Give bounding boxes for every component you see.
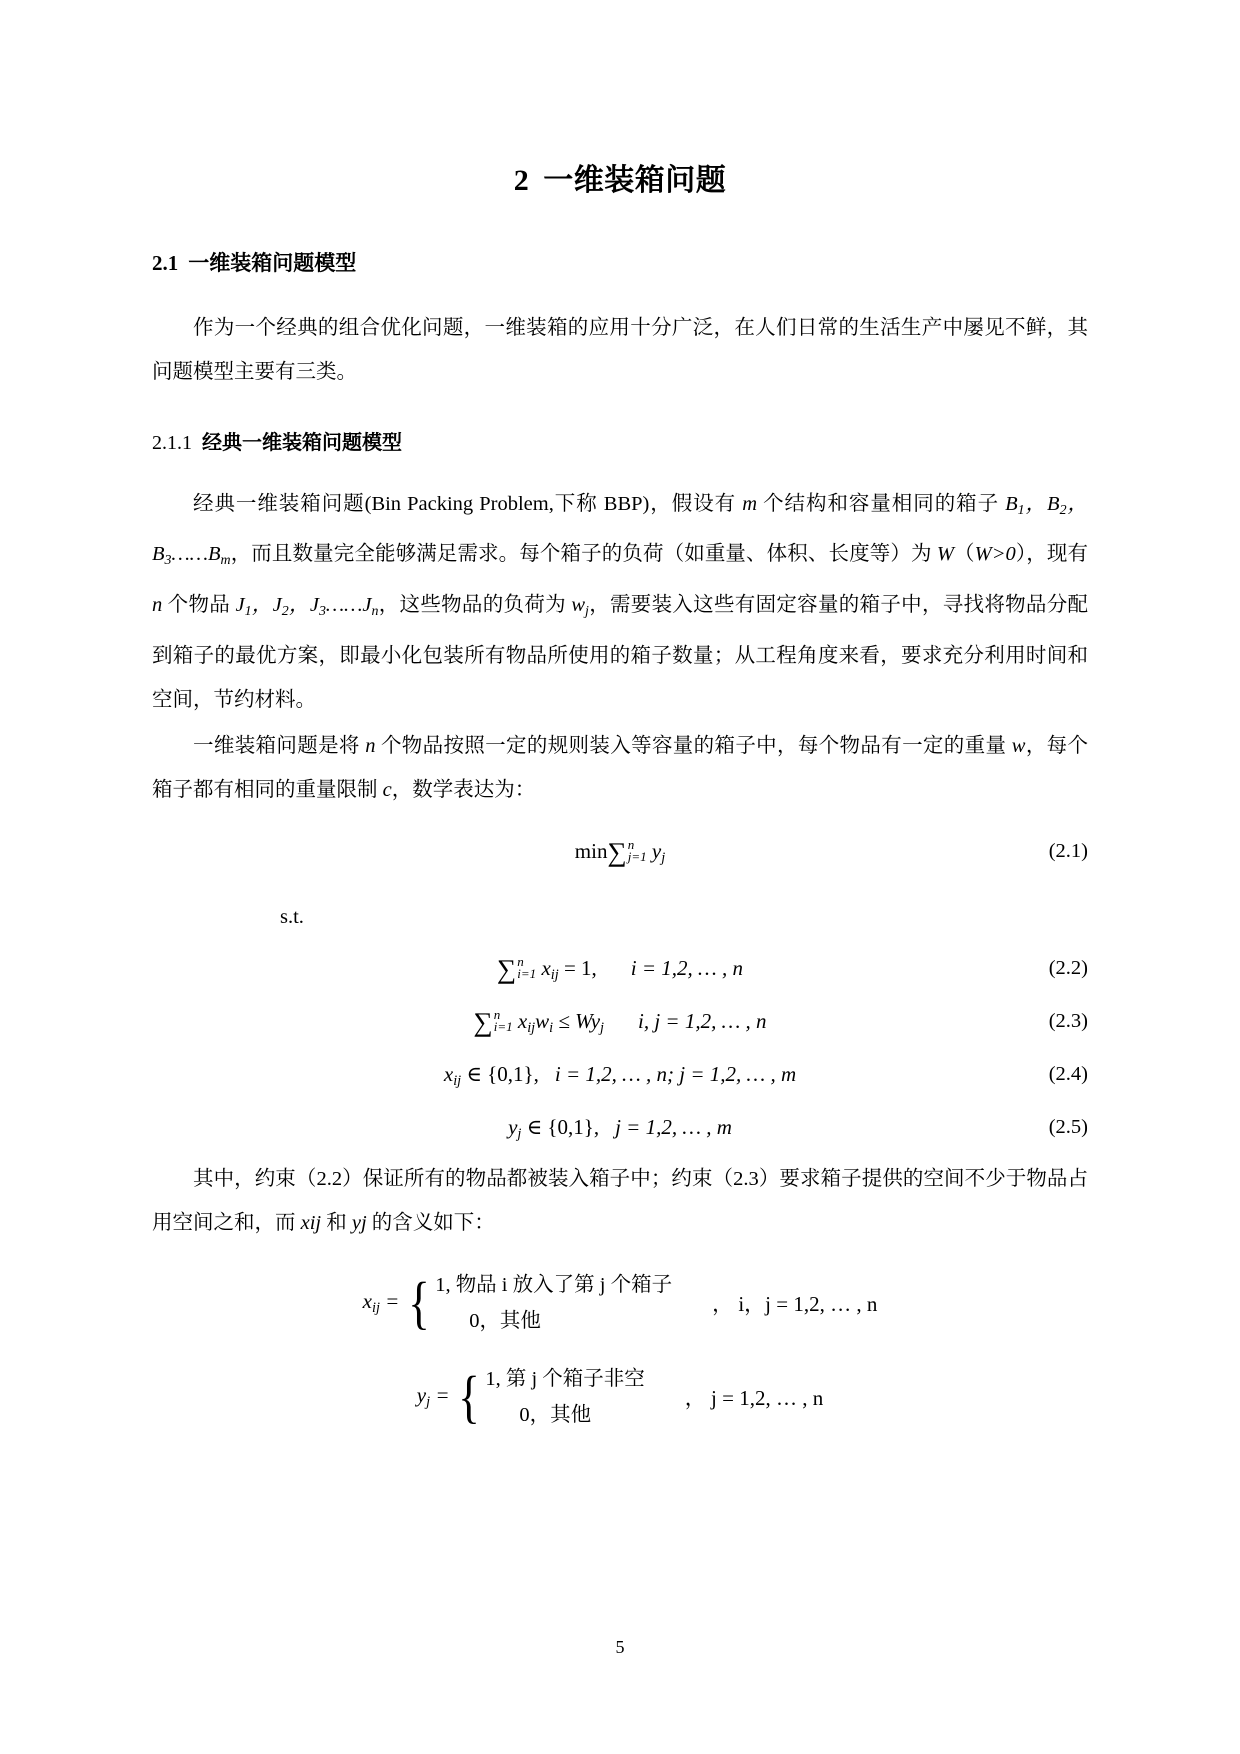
subsection-heading [152,428,1088,458]
symbol-m: m [742,492,758,515]
equation-2-3 [152,998,1088,1051]
symbol-w: w [1011,735,1026,758]
left-brace-icon: { [408,1270,431,1336]
symbol-n-2: n [365,735,376,758]
piecewise-x-definition [152,1267,1088,1339]
section-title-text: 一维装箱问题模型 [188,251,357,275]
paragraph-explanation [152,1157,1088,1245]
def-text-2: 个物品按照一定的规则装入等容量的箱子中，每个物品有一定的重量 [375,735,1012,758]
piecewise-y-body: 1, 第 j 个箱子非空 0，其他 [485,1368,645,1427]
equation-2-5-tag: (2.5) [1048,1116,1088,1139]
summation-2-2: ∑ n i=1 [497,953,537,985]
explain-text-1: 其中，约束（2.2）保证所有的物品都被装入箱子中；约束（2.3）要求箱子提供的空间不少于物品占用空间之和，而 [152,1168,1088,1235]
subject-to-label: s.t. [280,906,304,929]
subsection-title-text: 经典一维装箱问题模型 [202,431,402,454]
paragraph-bbp: 经典一维装箱问题(Bin Packing Problem,下称 BBP)，假设有 m 个结构和容量相同的箱子 $B_1$，$B_2$，$B_3\dots\dots B_m$，而且数量完全能够满足需求。每个箱子的负荷（如重量、体积、长度等）为 W（W>0），现有 n 个物品 $J_1$，$J_2$，$J_3\dots\dots J_n$，这些物品的负荷为 $w_j$，需要装入这些有固定容量的箱子中，寻找将物品分配到箱子的最优方案，即最小化包装所有物品所使用的箱子数量；从工程角度来看，要求充分利用时间和空间，节约材料。 [152,492,1089,712]
def-text-3: ，每个箱子都有相同的重量限制 [152,735,1089,802]
equation-2-4 [152,1051,1088,1104]
symbol-xij: xij [300,1212,322,1235]
bbp-text-3: ，而且数量完全能够满足需求。每个箱子的负荷（如重量、体积、长度等）为 [230,543,937,566]
chapter-title-text: 一维装箱问题 [543,164,727,197]
chapter-number: 2 [513,164,530,197]
bbp-text-5: 个物品 [162,594,236,617]
equation-2-4-tag: (2.4) [1048,1063,1088,1086]
symbol-yj: yj [351,1212,367,1235]
equation-2-4-body: $x_{ij}$ ∈ {0,1}, i = 1,2, … , n; j = 1,2, … , m [443,1062,797,1090]
piecewise-x-lhs: $x_{ij}$ = [362,1289,400,1317]
equation-2-5 [152,1104,1088,1157]
equation-2-2-body: ∑ n i=1 $x_{ij} = 1$, i = 1,2, … , n [497,945,743,998]
summation-2-3: ∑ n i=1 [473,1006,513,1038]
symbol-items: $J_1$，$J_2$，$J_3\dots\dots J_n$ [235,594,379,620]
equation-2-2-tag: (2.2) [1048,957,1088,980]
explain-text-3: 的含义如下： [366,1212,495,1235]
bbp-text-1: 经典一维装箱问题(Bin Packing Problem,下称 BBP)，假设有 [193,492,743,515]
equation-2-5-body: $y_j$ ∈ {0,1}, j = 1,2, … , m [508,1115,732,1143]
paragraph-definition [152,724,1088,812]
bbp-text-6: ，这些物品的负荷为 [378,594,572,617]
subsection-number: 2.1.1 [152,431,192,454]
symbol-n: n [152,594,163,617]
equation-2-2 [152,945,1088,998]
piecewise-y-lhs: $y_j$ = [416,1383,450,1411]
symbol-bins: $B_1$，$B_2$，$B_3\dots\dots B_m$ [152,492,1088,569]
summation-2-1: ∑ n j=1 [607,836,647,868]
symbol-wj: $w_j$ [571,594,589,620]
def-text-4: ，数学表达为： [391,779,536,802]
def-text-1: 一维装箱问题是将 [193,735,366,758]
equation-2-1-tag: (2.1) [1048,840,1088,863]
section-heading [152,248,1088,280]
piecewise-y-range: ， j = 1,2, … , n [684,1386,824,1411]
symbol-c: c [382,779,392,802]
paragraph-intro: 作为一个经典的组合优化问题，一维装箱的应用十分广泛，在人们日常的生活生产中屡见不鲜，其问题模型主要有三类。 [152,316,1088,383]
left-brace-icon: { [458,1364,481,1430]
equation-2-1 [152,828,1088,881]
symbol-W-positive: W>0 [974,543,1016,566]
section-number: 2.1 [152,251,179,275]
equation-2-3-body: ∑ n i=1 $x_{ij}w_i \le Wy_j$ i, j = 1,2, … , n [473,998,766,1051]
piecewise-y-definition [152,1361,1088,1433]
chapter-title [152,160,1088,202]
piecewise-x-range: ， i，j = 1,2, … , n [712,1292,878,1317]
equation-2-3-tag: (2.3) [1048,1010,1088,1033]
bbp-text-2: 个结构和容量相同的箱子 [757,492,1006,515]
equation-2-1-body: min∑ n j=1 $y_j$ [575,828,665,881]
bbp-text-4: ，现有 [1026,543,1089,566]
explain-text-2: 和 [321,1212,352,1235]
symbol-W: W [936,543,954,566]
page-number: 5 [615,1637,625,1657]
bbp-text-7: ，需要装入这些有固定容量的箱子中，寻找将物品分配到箱子的最优方案，即最小化包装所有物品所使用的箱子数量；从工程角度来看，要求充分利用时间和空间，节约材料。 [152,594,1089,712]
piecewise-x-body: 1, 物品 i 放入了第 j 个箱子 0，其他 [435,1274,673,1333]
